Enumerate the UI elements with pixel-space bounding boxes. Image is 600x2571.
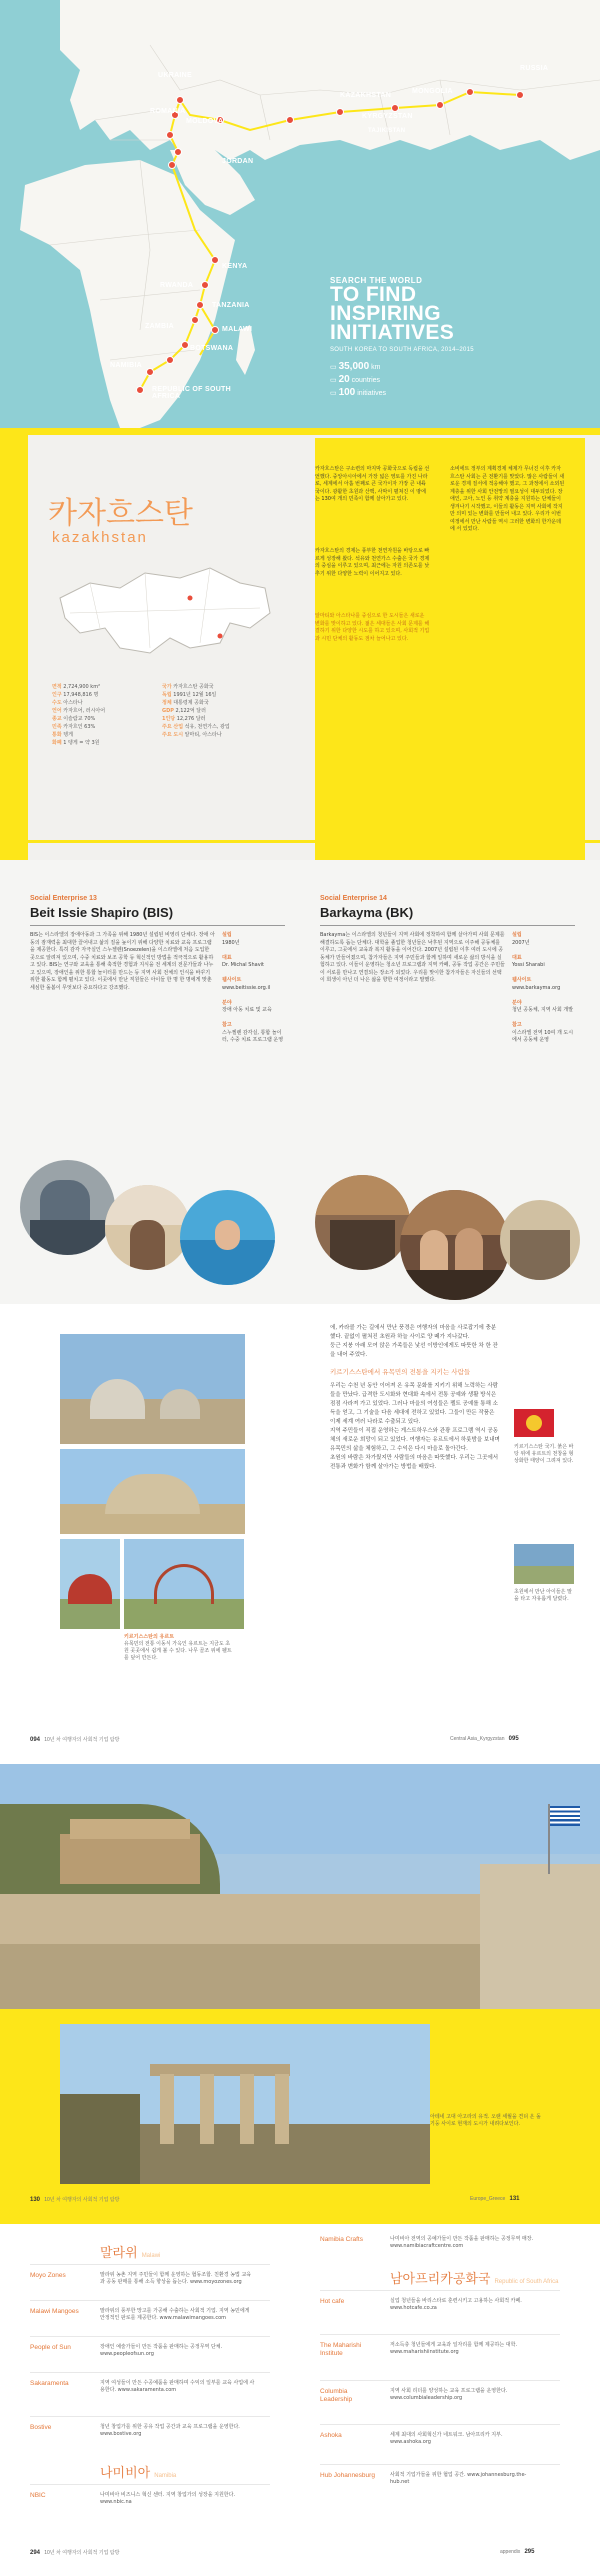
caption-text: 유목민의 전통 이동식 가옥인 유르트는 지금도 초원 곳곳에서 쉽게 볼 수 있다. 나무 골조 위에 펠트를 덮어 만든다. [124,1641,232,1661]
entry-name: Hub Johannesburg [320,2472,375,2479]
info-row: 웹사이트 www.barkayma.org [512,977,561,991]
info-row: 설립 1980년 [222,932,240,946]
stat-countries: ▭ 20 countries [330,374,381,385]
entry-desc: 지역 여성들이 만든 수공예품을 판매하며 수익의 일부를 교육 사업에 사용한다. www.sakaramenta.com [100,2380,255,2393]
photo-classroom [105,1185,190,1270]
hero-subtitle: SOUTH KOREA TO SOUTH AFRICA, 2014–2015 [330,347,474,353]
info-row: 웹사이트 www.beitissie.org.il [222,977,271,991]
entry-name: Bostive [30,2424,52,2431]
entry-name: NBIC [30,2492,46,2499]
directory-right [320,2224,570,2571]
photo-workshop [500,1200,580,1280]
map-label-malawi: MALAWI [222,326,253,333]
entry-name: Moyo Zones [30,2272,66,2279]
section-title-namibia: 나미비아 Namibia [100,2466,177,2481]
kazakhstan-paragraph-2: 카자흐스탄의 경제는 풍부한 천연자원을 바탕으로 빠르게 성장해 왔다. 석유와 천연가스 수출은 국가 경제의 중심을 이루고 있으며, 최근에는 자원 의존도를 낮추기 위한 다양한 노력이 이어지고 있다. [315,548,430,577]
social-enterprise-section [0,860,600,1304]
fact-row: 1인당 12,276 달러 [162,716,206,722]
fact-row: 정체 대통령제 공화국 [162,700,209,706]
stat-initiatives: ▭ 100 initiatives [330,387,386,398]
left-accent-bar [0,428,28,860]
info-row: 참고 스누젤렌 감각실, 통합 놀이터, 수중 치료 프로그램 운영 [222,1022,284,1043]
entry-desc: 실업 청년들을 바리스타로 훈련시키고 고용하는 사회적 카페. www.hotcafe.co.za [390,2298,522,2311]
fact-row: 통화 텡게 [52,732,73,738]
folio-right: appendix 295 [500,2549,535,2555]
bottom-rule [28,840,600,843]
hero-line-2: INSPIRING [330,302,441,325]
info-row: 대표 Dr. Michal Shavit [222,954,265,968]
map-label-kazakhstan: KAZAKHSTAN [340,92,392,99]
entry-desc: 사회적 기업가들을 위한 협업 공간. www.johannesburg.the-hub.net [390,2472,527,2485]
folio-left: 130 10년 차 여행자의 사회적 기업 탐방 [30,2197,120,2203]
fact-row: 수도 아스타나 [52,700,83,706]
fact-row: 주요 도시 알마티, 아스타나 [162,732,222,738]
article-heading: 키르기스스탄에서 유목민의 전통을 지키는 사람들 [330,1368,471,1376]
facts-right-column [162,683,262,739]
fact-row: 언어 카자흐어, 러시아어 [52,708,106,714]
fact-row: GDP 2,122억 달러 [162,708,206,714]
enterprise-title: Barkayma (BK) [320,905,414,920]
map-label-mongolia: MONGOLIA [412,88,453,95]
article-paragraph-3: 우리는 수천 년 동안 이어져 온 유목 문화를 지키기 위해 노력하는 사람들을 만났다. 급격한 도시화와 현대화 속에서 전통 공예와 생활 방식은 점점 사라져 가고 있었다. 그러나 마을의 여성들은 펠트 공예를 통해 소득을 얻고, 그 기술을 다음 세대에 전하고 있었다. 그들이 만든 작품은 이제 세계 여러 나라로 수출되고 있다. [330,1383,498,1425]
central-asia-article [330,1324,500,1472]
entry-name: Columbia Leadership [320,2388,353,2403]
entry-name: Malawi Mangoes [30,2308,79,2315]
divider [30,2264,270,2265]
title-rule [30,925,285,926]
article-paragraph-1: 에, 카라콜 가는 길에서 만난 풍경은 여행자의 마음을 사로잡기에 충분했다. 끝없이 펼쳐진 초원과 하늘 사이로 양 떼가 지나갔다. [330,1325,497,1340]
greece-spread [0,1764,600,2224]
map-label-botswana: BOTSWANA [190,345,234,352]
map-label-namibia: NAMIBIA [110,362,143,369]
caption-title: 키르기스스탄의 유르트 [124,1634,175,1640]
entry-name: Hot cafe [320,2298,345,2305]
kazakhstan-paragraph-4: 소비에트 정부의 계획경제 체제가 무너진 이후 카자흐스탄 사회는 큰 전환기를 맞았다. 많은 사람들이 새로운 경제 질서에 적응해야 했고, 그 과정에서 소외된 계층을 위한 사회 안전망의 필요성이 대두되었다. 장애인, 고아, 노인 등 취약 계층을 지원하는 단체들이 생겨나기 시작했고, 이들의 활동은 지역 사회에 작지만 의미 있는 변화를 만들어 내고 있다. 우리가 이번 여정에서 만난 사람들 역시 그러한 변화의 한가운데에 서 있었다. [450,466,565,532]
folio-left: 294 10년 차 여행자의 사회적 기업 탐방 [30,2550,120,2556]
divider [30,2300,270,2301]
photo-cafe-interior [315,1175,410,1270]
enterprise-info [222,932,287,1045]
kyrgyzstan-flag-icon [514,1409,554,1437]
entry-desc: 지역 사회 리더를 양성하는 교육 프로그램을 운영한다. www.columbialeadership.org [390,2388,508,2401]
hero-line-1: TO FIND [330,283,417,306]
enterprise-info [512,932,577,1045]
divider [320,2380,560,2381]
info-row: 분야 청년 공동체, 지역 사회 개발 [512,999,574,1013]
entry-desc: 저소득층 청년들에게 교육과 일자리를 함께 제공하는 대학. www.maharishiinstitute.org [390,2342,518,2355]
photo-yurt-village [60,1334,245,1444]
kazakhstan-title-ko: 카자흐스탄 [48,496,193,531]
kazakhstan-paragraph-3: 알마티와 아스타나를 중심으로 한 도시들은 새로운 변화를 맞이하고 있다. 젊은 세대들은 사회 문제를 해결하기 위한 다양한 시도를 하고 있으며, 사회적 기업과 시민 단체의 활동도 점차 늘어나고 있다. [315,613,430,642]
map-label-tanzania: TANZANIA [212,302,250,309]
hero-kicker: SEARCH THE WORLD [330,276,423,285]
info-row: 대표 Yossi Sharabi [512,954,545,968]
photo-pool-therapy [180,1190,275,1285]
photo-caption: 아테네 고대 아고라의 유적. 오랜 세월을 견뎌 온 돌기둥 사이로 현재의 도시가 내려다보인다. [430,2114,541,2127]
fact-row: 인구 17,948,816 명 [52,692,99,698]
article-paragraph-4: 지역 주민들이 직접 운영하는 게스트하우스와 관광 프로그램 역시 공동체의 새로운 희망이 되고 있었다. 여행자는 유르트에서 하룻밤을 보내며 유목민의 삶을 체험하고, 그 수익은 다시 마을로 돌아간다. [330,1428,500,1452]
folio-left: 094 10년 차 여행자의 사회적 기업 탐방 [30,1737,120,1743]
entry-name: Namibia Crafts [320,2236,363,2243]
enterprise-body: BIS는 이스라엘의 장애아동과 그 가족을 위해 1980년 설립된 비영리 단체다. 장애 아동의 잠재력을 최대한 끌어내고 삶의 질을 높이기 위해 다양한 치료와 교육 프로그램을 제공한다. 특히 감각 자극실인 스누젤렌(Snoezelen)을 이스라엘에 처음 도입한 곳으로 알려져 있으며, 수중 치료와 보조 공학 등 혁신적인 방법을 적극적으로 활용하고 있다. BIS는 연구와 교육을 통해 축적한 경험과 지식을 전 세계의 전문가들과 나누고 있으며, 장애인을 위한 통합 놀이터를 만드는 등 지역 사회 전체의 인식을 바꾸기 위한 활동도 함께 펼치고 있다. 이곳에서 만난 직원들은 아이들 한 명 한 명에게 맞춘 세심한 돌봄이 무엇보다 중요하다고 강조했다. [30,932,215,991]
map-hero [330,276,530,400]
map-label-kyrgyzstan: KYRGYZSTAN [362,113,413,120]
kazakhstan-title-en: kazakhstan [52,529,148,546]
divider [30,2484,270,2485]
enterprise-title: Beit Issie Shapiro (BIS) [30,905,174,920]
map-label-romania: ROMANIA [150,108,186,115]
entry-name: The Maharishi Institute [320,2342,362,2357]
entry-name: Ashoka [320,2432,342,2439]
info-row: 분야 장애 아동 치료 및 교육 [222,999,272,1013]
divider [320,2290,560,2291]
kazakhstan-paragraph-1: 카자흐스탄은 구소련의 마지막 공화국으로 독립을 선언했다. 중앙아시아에서 가장 넓은 영토를 가진 나라로, 세계에서 아홉 번째로 큰 국가이자 가장 큰 내륙국이다. 광활한 초원과 산맥, 사막이 펼쳐진 이 땅에는 130여 개의 민족이 함께 살아가고 있다. [315,466,430,502]
route-map-section [0,0,600,428]
photo-stone-columns [60,2024,430,2184]
entry-desc: 말라위 농촌 지역 주민들이 함께 운영하는 협동조합. 친환경 농법 교육과 공동 판매를 통해 소득 향상을 돕는다. www.moyozones.org [100,2272,252,2285]
map-label-russia: RUSSIA [520,65,549,72]
map-label-jordan: JORDAN [222,158,254,165]
photo-wheelchair-child [20,1160,115,1255]
divider [320,2424,560,2425]
title-rule [320,925,575,926]
central-asia-spread [0,1304,600,1764]
top-strip [0,428,600,435]
divider [320,2334,560,2335]
photo-community-members [400,1190,510,1300]
divider [30,2372,270,2373]
photo-horse-rider [514,1544,574,1584]
map-label-south-africa: REPUBLIC OF SOUTH AFRICA [152,386,231,400]
folio-right: Europe_Greece 131 [470,2196,520,2202]
section-title-malawi: 말라위 Malawi [100,2246,161,2261]
entry-desc: 말라위의 풍부한 망고를 가공해 수출하는 사회적 기업. 지역 농민에게 안정적인 판로를 제공한다. www.malawimangoes.com [100,2308,250,2321]
enterprise-body: Barkayma는 이스라엘의 청년들이 지역 사회에 정착하여 함께 살아가며 사회 문제를 해결하도록 돕는 단체다. 대학을 졸업한 청년들은 낙후된 지역으로 이주해 공동체를 이루고, 그곳에서 교육과 복지 활동을 이어간다. 2007년 설립된 이후 여러 도시에 공동체가 만들어졌으며, 참가자들은 지역 주민들과 함께 일하며 새로운 삶의 방식을 실험하고 있다. 이들이 운영하는 청소년 프로그램과 지역 카페, 공동 작업 공간은 주민들이 서로를 만나고 연결되는 장소가 되었다. 우리를 맞이한 참가자들은 자신들의 선택이 희생이 아닌 더 나은 삶을 향한 여정이라고 말했다. [320,932,505,983]
directory-left [30,2224,280,2571]
map-label-ukraine: UKRAINE [158,72,192,79]
kazakhstan-section [0,428,600,860]
info-row: 설립 2007년 [512,932,530,946]
divider [30,2416,270,2417]
folio-right: Central Asia_Kyrgyzstan 095 [450,1736,519,1742]
kazakhstan-map [50,558,280,673]
flag-caption: 키르기스스탄 국기. 붉은 바탕 위에 유르트의 천창을 형상화한 태양이 그려져 있다. [514,1444,574,1464]
fact-row: 민족 카자흐인 63% [52,724,96,730]
section-title-south-africa: 남아프리카공화국 Republic of South Africa [390,2272,559,2287]
photo-kazakh-mausoleum [60,1449,245,1534]
enterprise-label: Social Enterprise 14 [320,895,387,902]
enterprise-label: Social Enterprise 13 [30,895,97,902]
info-row: 참고 이스라엘 전역 10여 개 도시에서 공동체 운영 [512,1022,574,1043]
hero-line-3: INITIATIVES [330,321,455,344]
hero-stats [330,361,530,400]
map-label-kenya: KENYA [222,263,248,270]
entry-desc: 장애인 예술가들이 만든 작품을 판매하는 공정무역 단체. www.peopleofsun.org [100,2344,223,2357]
entry-name: People of Sun [30,2344,71,2351]
facts-left-column [52,683,152,747]
fact-row: 독립 1991년 12월 16일 [162,692,217,698]
entry-desc: 세계 최대의 사회혁신가 네트워크. 남아프리카 지부. www.ashoka.org [390,2432,503,2445]
divider [320,2464,560,2465]
entry-name: Sakaramenta [30,2380,69,2387]
directory-section [0,2224,600,2571]
article-paragraph-2: 둥근 지붕 아래 모여 앉은 가족들은 낯선 이방인에게도 따뜻한 차 한 잔을 내어 주었다. [330,1343,498,1358]
photo-red-yurt [60,1539,120,1629]
divider [30,2336,270,2337]
map-label-rwanda: RWANDA [160,282,194,289]
fact-row: 면적 2,724,900 km² [52,684,101,690]
fact-row: 화폐 1 텡게 = 약 3원 [52,740,100,746]
map-label-tajikistan: TAJIKISTAN [368,128,406,134]
rider-caption: 초원에서 만난 아이들은 말을 타고 자유롭게 달렸다. [514,1589,572,1602]
entry-desc: 나미비아 비즈니스 혁신 센터. 지역 창업가의 성장을 지원한다. www.nbic.na [100,2492,236,2505]
fact-row: 주요 산업 석유, 천연가스, 광업 [162,724,230,730]
map-label-moldova: MOLDOVA [186,118,224,125]
photo-yurt-frame [124,1539,244,1629]
stat-distance: ▭ 35,000 km [330,361,381,372]
fact-row: 국가 카자흐스탄 공화국 [162,684,214,690]
photo-caption [124,1634,234,1662]
kazakhstan-text-panel [315,438,585,860]
entry-desc: 나미비아 전역의 공예가들이 만든 작품을 판매하는 공정무역 매장. www.namibiacraftcentre.com [390,2236,534,2249]
entry-desc: 청년 창업가를 위한 공유 작업 공간과 교육 프로그램을 운영한다. www.bostive.org [100,2424,240,2437]
photo-ancient-agora [0,1764,600,2009]
fact-row: 종교 이슬람교 70% [52,716,96,722]
map-label-zambia: ZAMBIA [145,323,175,330]
article-paragraph-5: 초원의 바람은 차가웠지만 사람들의 마음은 따뜻했다. 우리는 그곳에서 전통과 변화가 함께 살아가는 방법을 배웠다. [330,1455,499,1470]
